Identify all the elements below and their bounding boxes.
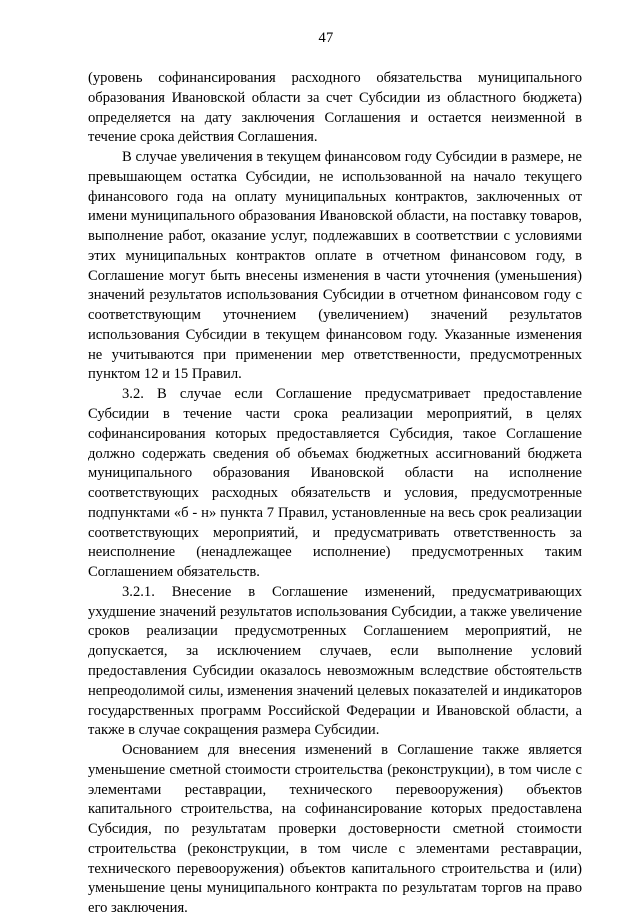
document-body bbox=[88, 69, 582, 919]
paragraph: В случае увеличения в текущем финансовом году Субсидии в размере, не превышающем остатка Субсидии, не использованной на начало текущего финансового года на оплату муниципальных контрактов, заключенных от имени муниципального образования Ивановской области, на поставку товаров, выполнение работ, оказание услуг, подлежавших в соответствии с условиями этих муниципальных контрактов оплате в отчетном финансовом году, в Соглашение могут быть внесены изменения в части уточнения (уменьшения) значений результатов использования Субсидии в отчетном финансовом году с соответствующим уточнением (увеличением) значений результатов использования Субсидии в текущем финансовом году. Указанные изменения не учитываются при применении мер ответственности, предусмотренных пунктом 12 и 15 Правил. bbox=[88, 149, 582, 383]
page-number: 47 bbox=[318, 30, 334, 46]
paragraph: Основанием для внесения изменений в Соглашение также является уменьшение сметной стоимости строительства (реконструкции), в том числе с элементами реставрации, технического перевооружения) объектов капитального строительства, на софинансирование которых предоставлена Субсидия, по результатам проверки достоверности сметной стоимости строительства (реконструкции, в том числе с элементами реставрации, технического перевооружения) объектов капитального строительства и (или) уменьшение цены муниципального контракта по результатам торгов на право его заключения. bbox=[88, 742, 582, 917]
paragraph: (уровень софинансирования расходного обязательства муниципального образования Ивановской области за счет Субсидии из областного бюджета) определяется на дату заключения Соглашения и остается неизменной в течение срока действия Соглашения. bbox=[88, 70, 582, 146]
paragraph: 3.2. В случае если Соглашение предусматривает предоставление Субсидии в течение части срока реализации мероприятий, в целях софинансирования которых предоставляется Субсидия, такое Соглашение должно содержать сведения об объемах бюджетных ассигнований бюджета муниципального образования Ивановской области на исполнение соответствующих расходных обязательств и условия, предусмотренные подпунктами «б - н» пункта 7 Правил, установленные на весь срок реализации соответствующих мероприятий, и предусматривать ответственность за неисполнение (ненадлежащее исполнение) предусмотренных таким Соглашением обязательств. bbox=[88, 386, 582, 581]
paragraph: 3.2.1. Внесение в Соглашение изменений, предусматривающих ухудшение значений результатов использования Субсидии, а также увеличение сроков реализации предусмотренных Соглашением мероприятий, не допускается, за исключением случаев, если выполнение условий предоставления Субсидии оказалось невозможным вследствие обстоятельств непреодолимой силы, изменения значений целевых показателей и индикаторов государственных программ Российской Федерации и Ивановской области, а также в случае сокращения размера Субсидии. bbox=[88, 583, 582, 739]
